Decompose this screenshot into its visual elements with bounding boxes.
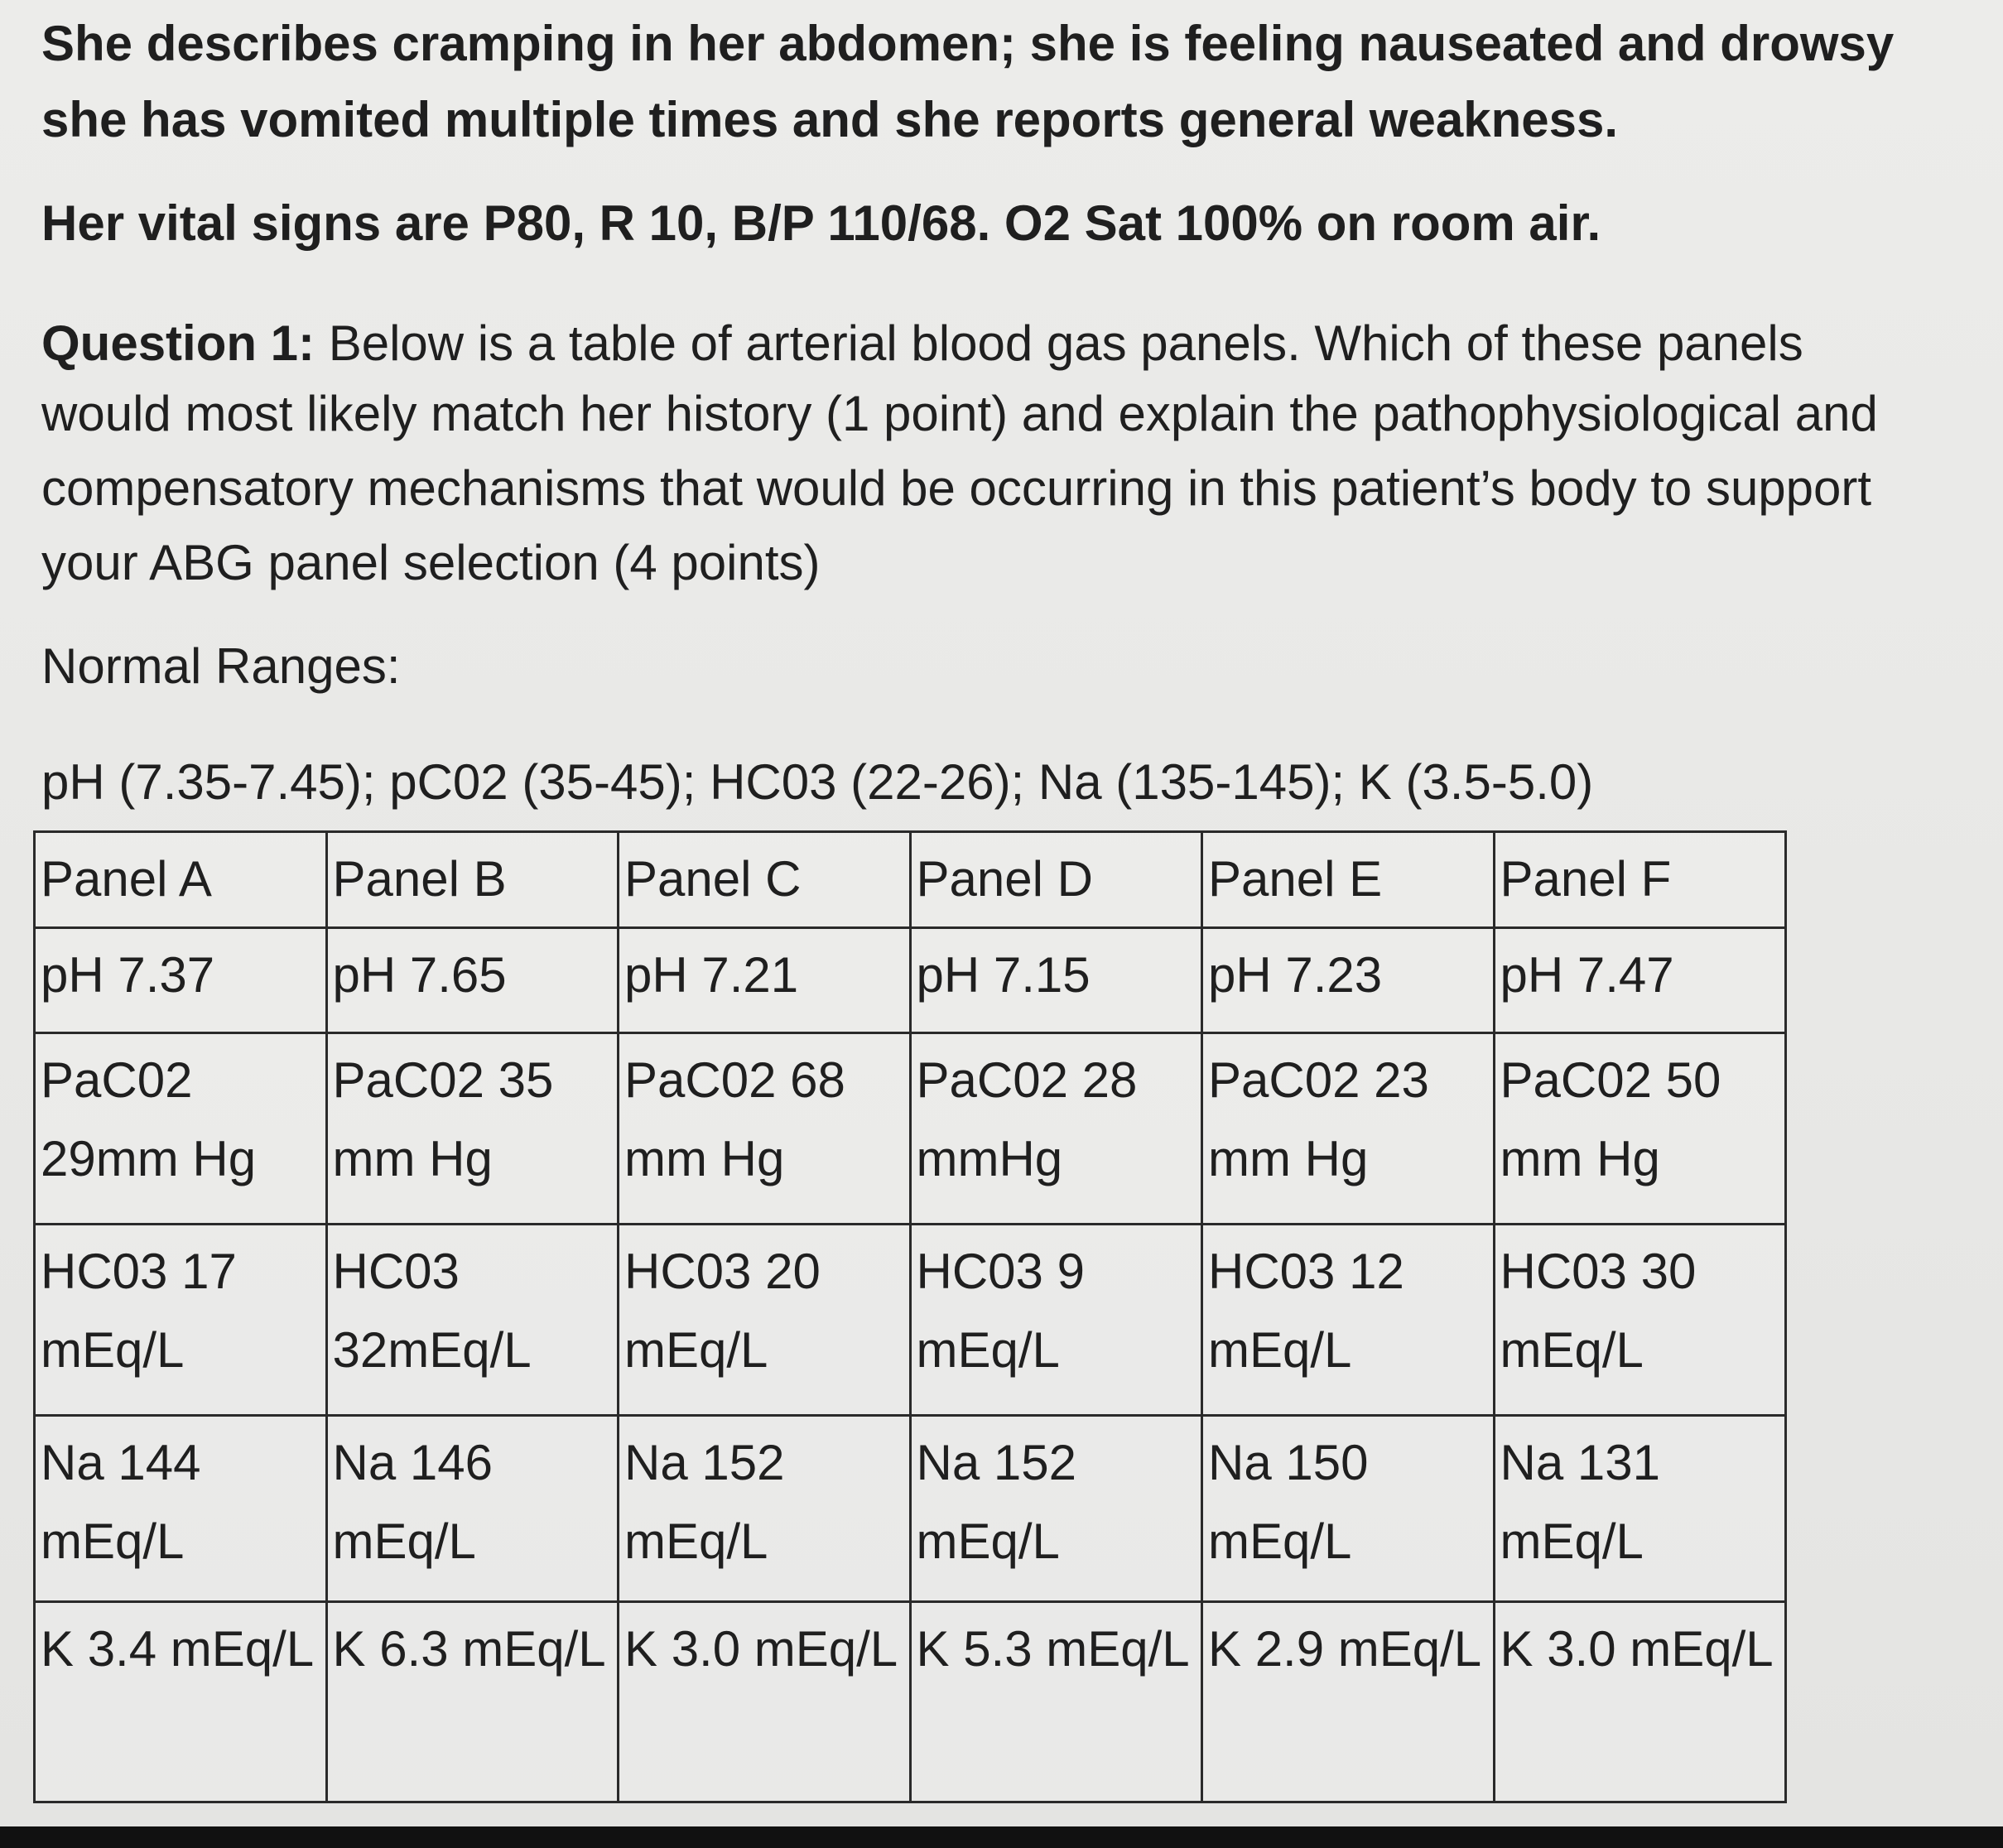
cell-paco2-d: PaC02 28 mmHg — [910, 1032, 1202, 1224]
cell-ph-e: pH 7.23 — [1202, 928, 1495, 1033]
header-panel-a: Panel A — [35, 832, 327, 928]
question-1-line-3: compensatory mechanisms that would be occurring in this patient’s body to support — [41, 460, 1872, 516]
normal-ranges-heading: Normal Ranges: — [41, 638, 401, 694]
header-panel-b: Panel B — [326, 832, 619, 928]
cell-ph-d: pH 7.15 — [910, 928, 1202, 1033]
header-panel-e: Panel E — [1202, 832, 1495, 928]
cell-hco3-c: HC03 20 mEq/L — [619, 1224, 911, 1415]
header-panel-c: Panel C — [619, 832, 911, 928]
question-1-label: Question 1: — [41, 315, 315, 371]
cell-k-e: K 2.9 mEq/L — [1202, 1602, 1495, 1802]
abg-panels-table — [33, 830, 1787, 1803]
cell-hco3-e: HC03 12 mEq/L — [1202, 1224, 1495, 1415]
cell-na-f: Na 131 mEq/L — [1494, 1415, 1786, 1602]
cell-ph-f: pH 7.47 — [1494, 928, 1786, 1033]
cell-na-b: Na 146 mEq/L — [326, 1415, 619, 1602]
table-row-ph — [35, 928, 1786, 1033]
cell-paco2-a: PaC02 29mm Hg — [35, 1032, 327, 1224]
cell-k-a: K 3.4 mEq/L — [35, 1602, 327, 1802]
table-row-hco3 — [35, 1224, 1786, 1415]
normal-ranges-values: pH (7.35-7.45); pC02 (35-45); HC03 (22-26); Na (135-145); K (3.5-5.0) — [41, 754, 1594, 810]
cell-paco2-c: PaC02 68 mm Hg — [619, 1032, 911, 1224]
question-1-line-4: your ABG panel selection (4 points) — [41, 535, 821, 590]
header-panel-d: Panel D — [910, 832, 1202, 928]
cell-hco3-b: HC03 32mEq/L — [326, 1224, 619, 1415]
cell-na-c: Na 152 mEq/L — [619, 1415, 911, 1602]
question-1-text: Below is a table of arterial blood gas panels. Which of these panels — [315, 315, 1803, 371]
cell-na-a: Na 144 mEq/L — [35, 1415, 327, 1602]
case-description-line-2: she has vomited multiple times and she reports general weakness. — [41, 92, 1619, 147]
table-row-k — [35, 1602, 1786, 1802]
cell-k-b: K 6.3 mEq/L — [326, 1602, 619, 1802]
header-panel-f: Panel F — [1494, 832, 1786, 928]
cell-k-d: K 5.3 mEq/L — [910, 1602, 1202, 1802]
table-row-paco2 — [35, 1032, 1786, 1224]
cell-na-d: Na 152 mEq/L — [910, 1415, 1202, 1602]
cell-ph-b: pH 7.65 — [326, 928, 619, 1033]
cell-ph-a: pH 7.37 — [35, 928, 327, 1033]
vital-signs: Her vital signs are P80, R 10, B/P 110/68. O2 Sat 100% on room air. — [41, 195, 1601, 251]
table-row-na — [35, 1415, 1786, 1602]
cell-na-e: Na 150 mEq/L — [1202, 1415, 1495, 1602]
question-1-line-1 — [41, 306, 1803, 381]
cell-k-f: K 3.0 mEq/L — [1494, 1602, 1786, 1802]
cell-hco3-a: HC03 17 mEq/L — [35, 1224, 327, 1415]
table-row-headers — [35, 832, 1786, 928]
cell-paco2-b: PaC02 35 mm Hg — [326, 1032, 619, 1224]
screen-bottom-edge — [0, 1826, 2003, 1848]
cell-paco2-e: PaC02 23 mm Hg — [1202, 1032, 1495, 1224]
question-1-line-2: would most likely match her history (1 point) and explain the pathophysiological and — [41, 386, 1878, 441]
cell-k-c: K 3.0 mEq/L — [619, 1602, 911, 1802]
cell-ph-c: pH 7.21 — [619, 928, 911, 1033]
cell-hco3-d: HC03 9 mEq/L — [910, 1224, 1202, 1415]
cell-hco3-f: HC03 30 mEq/L — [1494, 1224, 1786, 1415]
cell-paco2-f: PaC02 50 mm Hg — [1494, 1032, 1786, 1224]
case-description-line-1: She describes cramping in her abdomen; she is feeling nauseated and drowsy — [41, 16, 1895, 71]
